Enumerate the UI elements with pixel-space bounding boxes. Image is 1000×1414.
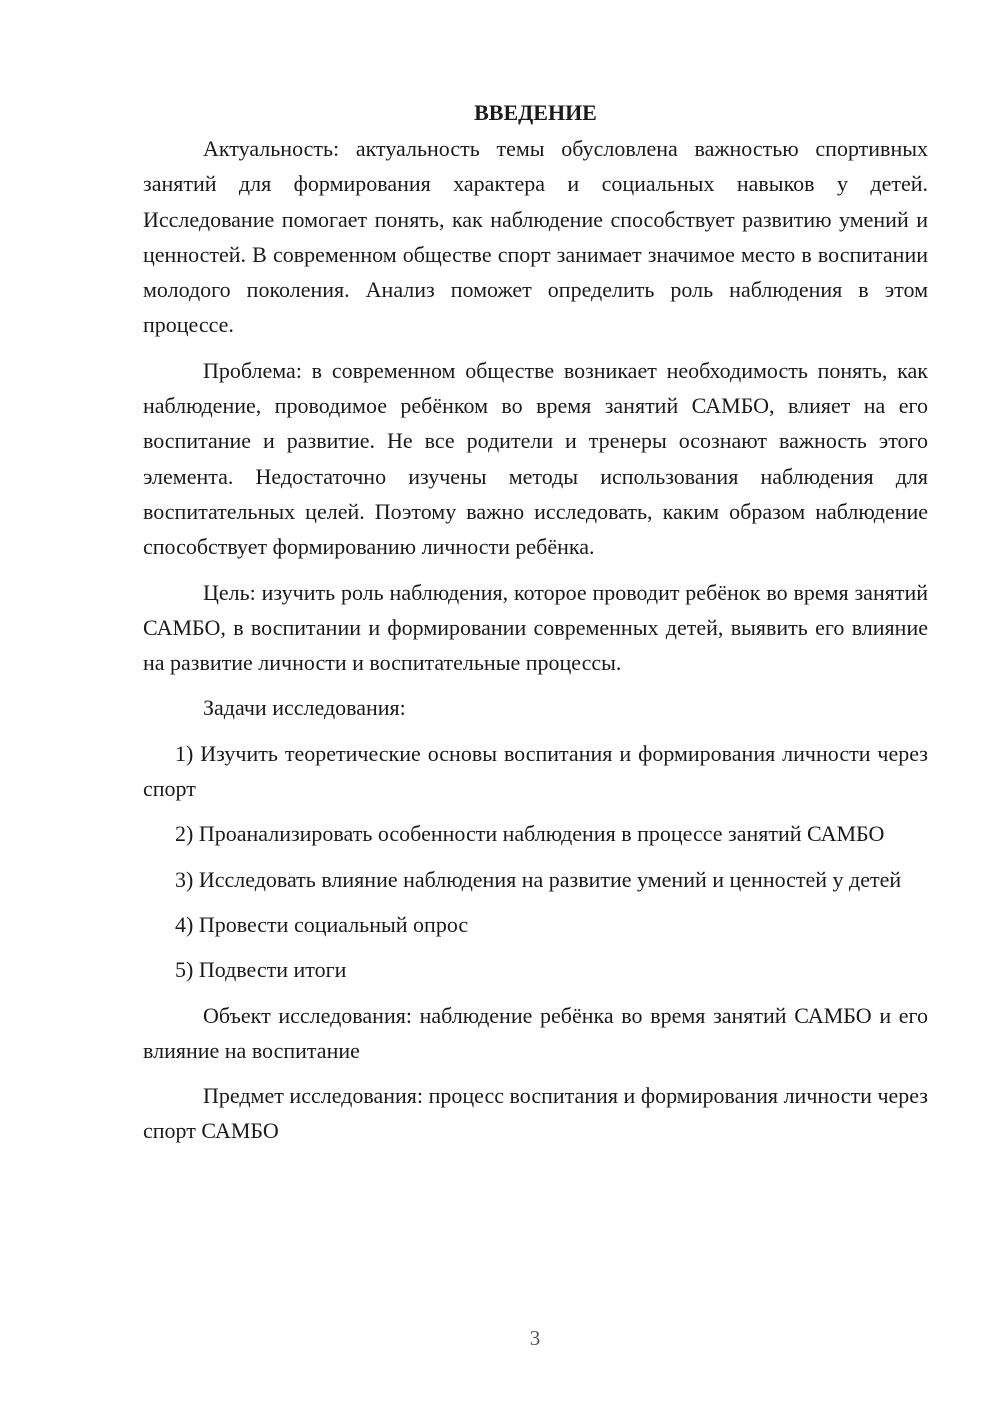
page-title: ВВЕДЕНИЕ xyxy=(474,100,597,125)
task-item-4: 4) Провести социальный опрос xyxy=(175,911,469,937)
task-item-1: 1) Изучить теоретические основы воспитания и формирования личности через спорт xyxy=(143,740,928,802)
task-item-3: 3) Исследовать влияние наблюдения на развитие умений и ценностей у детей xyxy=(175,866,902,892)
task-item-5: 5) Подвести итоги xyxy=(175,957,347,983)
paragraph-problem: Проблема: в современном обществе возникает необходимость понять, как наблюдение, проводимое ребёнком во время занятий САМБО, влияет на его воспитание и развитие. Не все родители и тренеры осознают важность этого элемента. Недостаточно изучены методы использования наблюдения для воспитательных целей. Поэтому важно исследовать, каким образом наблюдение способствует формированию личности ребёнка. xyxy=(143,357,928,560)
paragraph-relevance: Актуальность: актуальность темы обусловлена важностью спортивных занятий для формирования характера и социальных навыков у детей. Исследование помогает понять, как наблюдение способствует развитию умений и ценностей. В современном обществе спорт занимает значимое место в воспитании молодого поколения. Анализ поможет определить роль наблюдения в этом процессе. xyxy=(143,136,928,338)
tasks-heading: Задачи исследования: xyxy=(203,695,406,721)
document-page xyxy=(143,90,928,1159)
page-number: 3 xyxy=(529,1326,541,1350)
paragraph-goal: Цель: изучить роль наблюдения, которое проводит ребёнок во время занятий САМБО, в воспитании и формировании современных детей, выявить его влияние на развитие личности и воспитательные процессы. xyxy=(143,579,928,676)
paragraph-subject: Предмет исследования: процесс воспитания и формирования личности через спорт САМБО xyxy=(143,1083,928,1144)
task-item-2: 2) Проанализировать особенности наблюдения в процессе занятий САМБО xyxy=(175,821,885,847)
paragraph-object: Объект исследования: наблюдение ребёнка во время занятий САМБО и его влияние на воспитание xyxy=(143,1002,928,1063)
